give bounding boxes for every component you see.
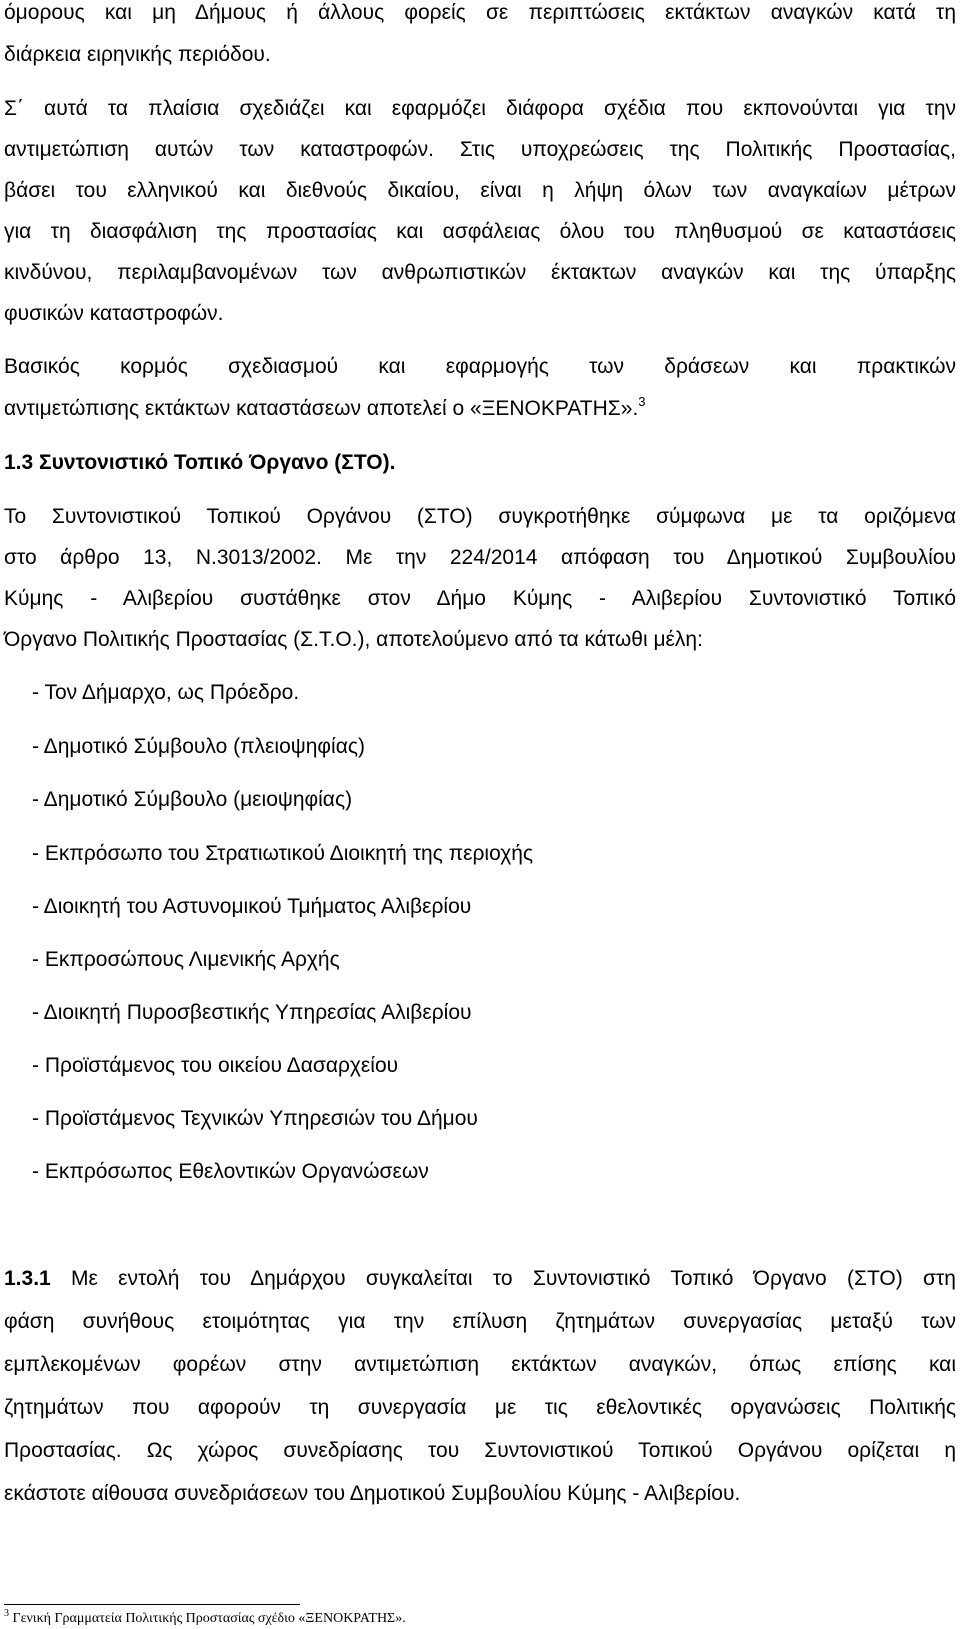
footnote-marker: 3	[4, 1608, 9, 1619]
body-text: Με εντολή του Δημάρχου συγκαλείται το Συντονιστικό Τοπικό Όργανο (ΣΤΟ) στη	[50, 1267, 956, 1290]
body-text: αντιμετώπισης εκτάκτων καταστάσεων αποτελεί ο «ΞΕΝΟΚΡΑΤΗΣ».	[4, 397, 639, 420]
body-text-line: εμπλεκομένων φορέων στην αντιμετώπιση εκτάκτων αναγκών, όπως επίσης και	[4, 1353, 956, 1376]
section-heading: 1.3 Συντονιστικό Τοπικό Όργανο (ΣΤΟ).	[4, 451, 396, 474]
subsection-number: 1.3.1	[4, 1267, 51, 1290]
footnote	[4, 1608, 406, 1627]
body-text-line: κινδύνου, περιλαμβανομένων των ανθρωπιστικών έκτακτων αναγκών και της ύπαρξης	[4, 261, 956, 284]
list-item: - Δημοτικό Σύμβουλο (πλειοψηφίας)	[32, 735, 365, 758]
list-item: - Τον Δήμαρχο, ως Πρόεδρο.	[32, 681, 300, 704]
body-text-line: Βασικός κορμός σχεδιασμού και εφαρμογής των δράσεων και πρακτικών	[4, 355, 956, 378]
body-text-line: στο άρθρο 13, Ν.3013/2002. Με την 224/2014 απόφαση του Δημοτικού Συμβουλίου	[4, 546, 956, 569]
list-item: - Προϊστάμενος Τεχνικών Υπηρεσιών του Δήμου	[32, 1107, 478, 1130]
footnote-reference: 3	[638, 394, 646, 409]
list-item: - Δημοτικό Σύμβουλο (μειοψηφίας)	[32, 788, 353, 811]
list-item: - Εκπροσώπους Λιμενικής Αρχής	[32, 948, 340, 971]
body-text-line: όμορους και μη Δήμους ή άλλους φορείς σε περιπτώσεις εκτάκτων αναγκών κατά τη	[4, 1, 956, 24]
body-text-line: Κύμης - Αλιβερίου συστάθηκε στον Δήμο Κύμης - Αλιβερίου Συντονιστικό Τοπικό	[4, 587, 956, 610]
body-text-line: Όργανο Πολιτικής Προστασίας (Σ.Τ.Ο.), αποτελούμενο από τα κάτωθι μέλη:	[4, 628, 703, 651]
body-text-line: για τη διασφάλιση της προστασίας και ασφάλειας όλου του πληθυσμού σε καταστάσεις	[4, 220, 956, 243]
body-text-line: αντιμετώπιση αυτών των καταστροφών. Στις υποχρεώσεις της Πολιτικής Προστασίας,	[4, 138, 956, 161]
list-item: - Προϊστάμενος του οικείου Δασαρχείου	[32, 1054, 399, 1077]
body-text-line: Προστασίας. Ως χώρος συνεδρίασης του Συντονιστικού Τοπικού Οργάνου ορίζεται η	[4, 1439, 956, 1462]
body-text-line: διάρκεια ειρηνικής περιόδου.	[4, 43, 271, 66]
body-text-line: Το Συντονιστικού Τοπικού Οργάνου (ΣΤΟ) συγκροτήθηκε σύμφωνα με τα οριζόμενα	[4, 505, 956, 528]
footnote-text: Γενική Γραμματεία Πολιτικής Προστασίας σχέδιο «ΞΕΝΟΚΡΑΤΗΣ».	[9, 1611, 406, 1626]
footnote-divider	[4, 1604, 300, 1605]
list-item: - Διοικητή Πυροσβεστικής Υπηρεσίας Αλιβερίου	[32, 1001, 472, 1024]
body-text-line: ζητημάτων που αφορούν τη συνεργασία με τις εθελοντικές οργανώσεις Πολιτικής	[4, 1396, 956, 1419]
list-item: - Εκπρόσωπο του Στρατιωτικού Διοικητή της περιοχής	[32, 842, 534, 865]
list-item: - Διοικητή του Αστυνομικού Τμήματος Αλιβερίου	[32, 895, 472, 918]
body-text-line: εκάστοτε αίθουσα συνεδριάσεων του Δημοτικού Συμβουλίου Κύμης - Αλιβερίου.	[4, 1482, 741, 1505]
body-text-line	[4, 1266, 956, 1292]
list-item: - Εκπρόσωπος Εθελοντικών Οργανώσεων	[32, 1160, 429, 1183]
body-text-line: φυσικών καταστροφών.	[4, 302, 224, 325]
body-text-line	[4, 396, 956, 422]
body-text-line: βάσει του ελληνικού και διεθνούς δικαίου, είναι η λήψη όλων των αναγκαίων μέτρων	[4, 179, 956, 202]
body-text-line: φάση συνήθους ετοιμότητας για την επίλυση ζητημάτων συνεργασίας μεταξύ των	[4, 1310, 956, 1333]
body-text-line: Σ΄ αυτά τα πλαίσια σχεδιάζει και εφαρμόζει διάφορα σχέδια που εκπονούνται για την	[4, 97, 956, 120]
